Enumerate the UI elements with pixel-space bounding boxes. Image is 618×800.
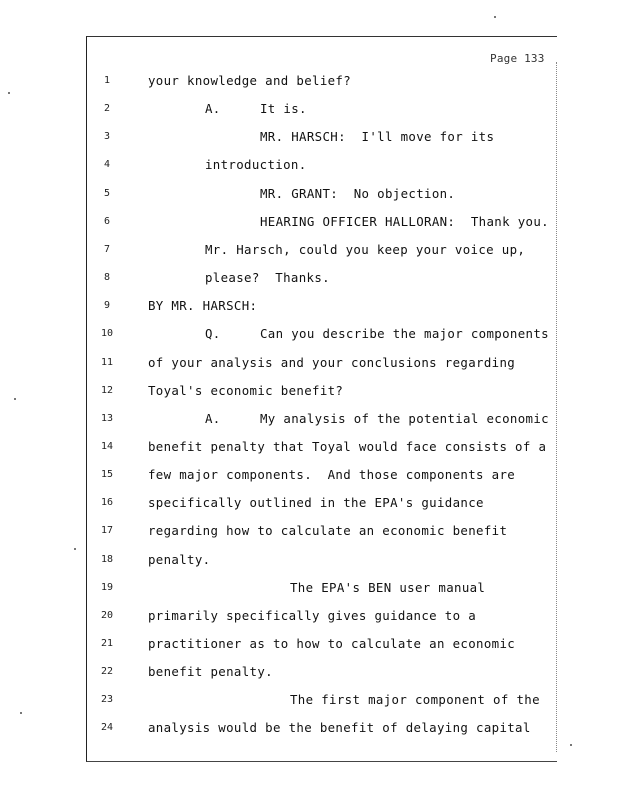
line-text: introduction.	[205, 157, 307, 173]
scan-speck	[570, 744, 572, 746]
line-number: 23	[100, 694, 114, 706]
line-number: 18	[100, 553, 114, 565]
transcript-line	[0, 383, 618, 401]
line-text: benefit penalty.	[148, 664, 273, 680]
line-text: My analysis of the potential economic	[260, 410, 549, 426]
line-text: your knowledge and belief?	[148, 73, 352, 88]
line-number: 22	[100, 666, 114, 678]
line-text: penalty.	[148, 551, 211, 567]
line-number: 16	[100, 497, 114, 509]
transcript-line	[0, 214, 618, 232]
line-number: 24	[100, 722, 114, 734]
transcript-line	[0, 495, 618, 513]
line-number: 6	[103, 215, 111, 227]
line-number: 5	[103, 187, 111, 199]
line-number: 2	[103, 103, 111, 115]
scan-speck	[494, 16, 496, 18]
line-text: It is.	[260, 101, 307, 117]
line-text: of your analysis and your conclusions regarding	[148, 354, 516, 370]
transcript-line	[0, 101, 618, 119]
transcript-line	[0, 467, 618, 485]
transcript-line	[0, 523, 618, 541]
transcript-line	[0, 411, 618, 429]
line-number: 19	[100, 581, 114, 593]
line-text: primarily specifically gives guidance to a	[148, 607, 477, 623]
line-number: 20	[100, 609, 114, 621]
line-text: analysis would be the benefit of delaying capital	[148, 720, 531, 736]
line-text: please? Thanks.	[205, 270, 330, 286]
transcript-line	[0, 664, 618, 682]
transcript-line	[0, 129, 618, 147]
line-number: 9	[103, 300, 111, 312]
scan-speck	[74, 548, 76, 550]
line-text: Q.	[205, 326, 221, 342]
transcript-line	[0, 439, 618, 457]
scan-speck	[8, 92, 10, 94]
line-number: 14	[100, 440, 114, 452]
transcript-line	[0, 270, 618, 288]
line-text: Can you describe the major components	[260, 326, 549, 342]
line-text: practitioner as to how to calculate an economic	[148, 636, 516, 651]
transcript-line	[0, 73, 618, 91]
transcript-line	[0, 355, 618, 373]
scan-speck	[14, 398, 16, 400]
transcript-line	[0, 186, 618, 204]
transcript-line	[0, 692, 618, 710]
line-number: 12	[100, 384, 114, 396]
line-number: 13	[100, 412, 114, 424]
transcript-line	[0, 242, 618, 260]
line-text: Mr. Harsch, could you keep your voice up,	[205, 241, 526, 257]
line-text: BY MR. HARSCH:	[148, 298, 258, 314]
line-number: 17	[100, 525, 114, 537]
page-number-label: Page 133	[490, 52, 545, 65]
line-text: HEARING OFFICER HALLORAN: Thank you.	[260, 213, 549, 229]
line-text: A.	[205, 101, 221, 117]
line-number: 7	[103, 243, 111, 255]
line-number: 3	[103, 131, 111, 143]
line-text: specifically outlined in the EPA's guidance	[148, 495, 484, 511]
transcript-line	[0, 552, 618, 570]
transcript-line	[0, 580, 618, 598]
transcript-line	[0, 298, 618, 316]
transcript-line	[0, 720, 618, 738]
line-text: benefit penalty that Toyal would face consists of a	[148, 438, 547, 454]
line-text: A.	[205, 410, 221, 426]
line-number: 15	[100, 469, 114, 481]
line-text: Toyal's economic benefit?	[148, 382, 344, 398]
line-text: MR. HARSCH: I'll move for its	[260, 129, 495, 145]
line-text: The EPA's BEN user manual	[290, 579, 486, 595]
line-number: 8	[103, 272, 111, 284]
line-number: 11	[100, 356, 114, 368]
transcript-line	[0, 608, 618, 626]
line-text: regarding how to calculate an economic benefit	[148, 523, 508, 539]
transcript-line	[0, 157, 618, 175]
line-text: The first major component of the	[290, 692, 540, 708]
line-number: 10	[100, 328, 114, 340]
scan-speck	[20, 712, 22, 714]
line-number: 21	[100, 638, 114, 649]
transcript-line	[0, 326, 618, 344]
line-text: few major components. And those components are	[148, 467, 516, 483]
line-text: MR. GRANT: No objection.	[260, 185, 456, 201]
transcript-line	[0, 636, 618, 654]
line-number: 4	[103, 159, 111, 171]
line-number: 1	[103, 75, 111, 86]
